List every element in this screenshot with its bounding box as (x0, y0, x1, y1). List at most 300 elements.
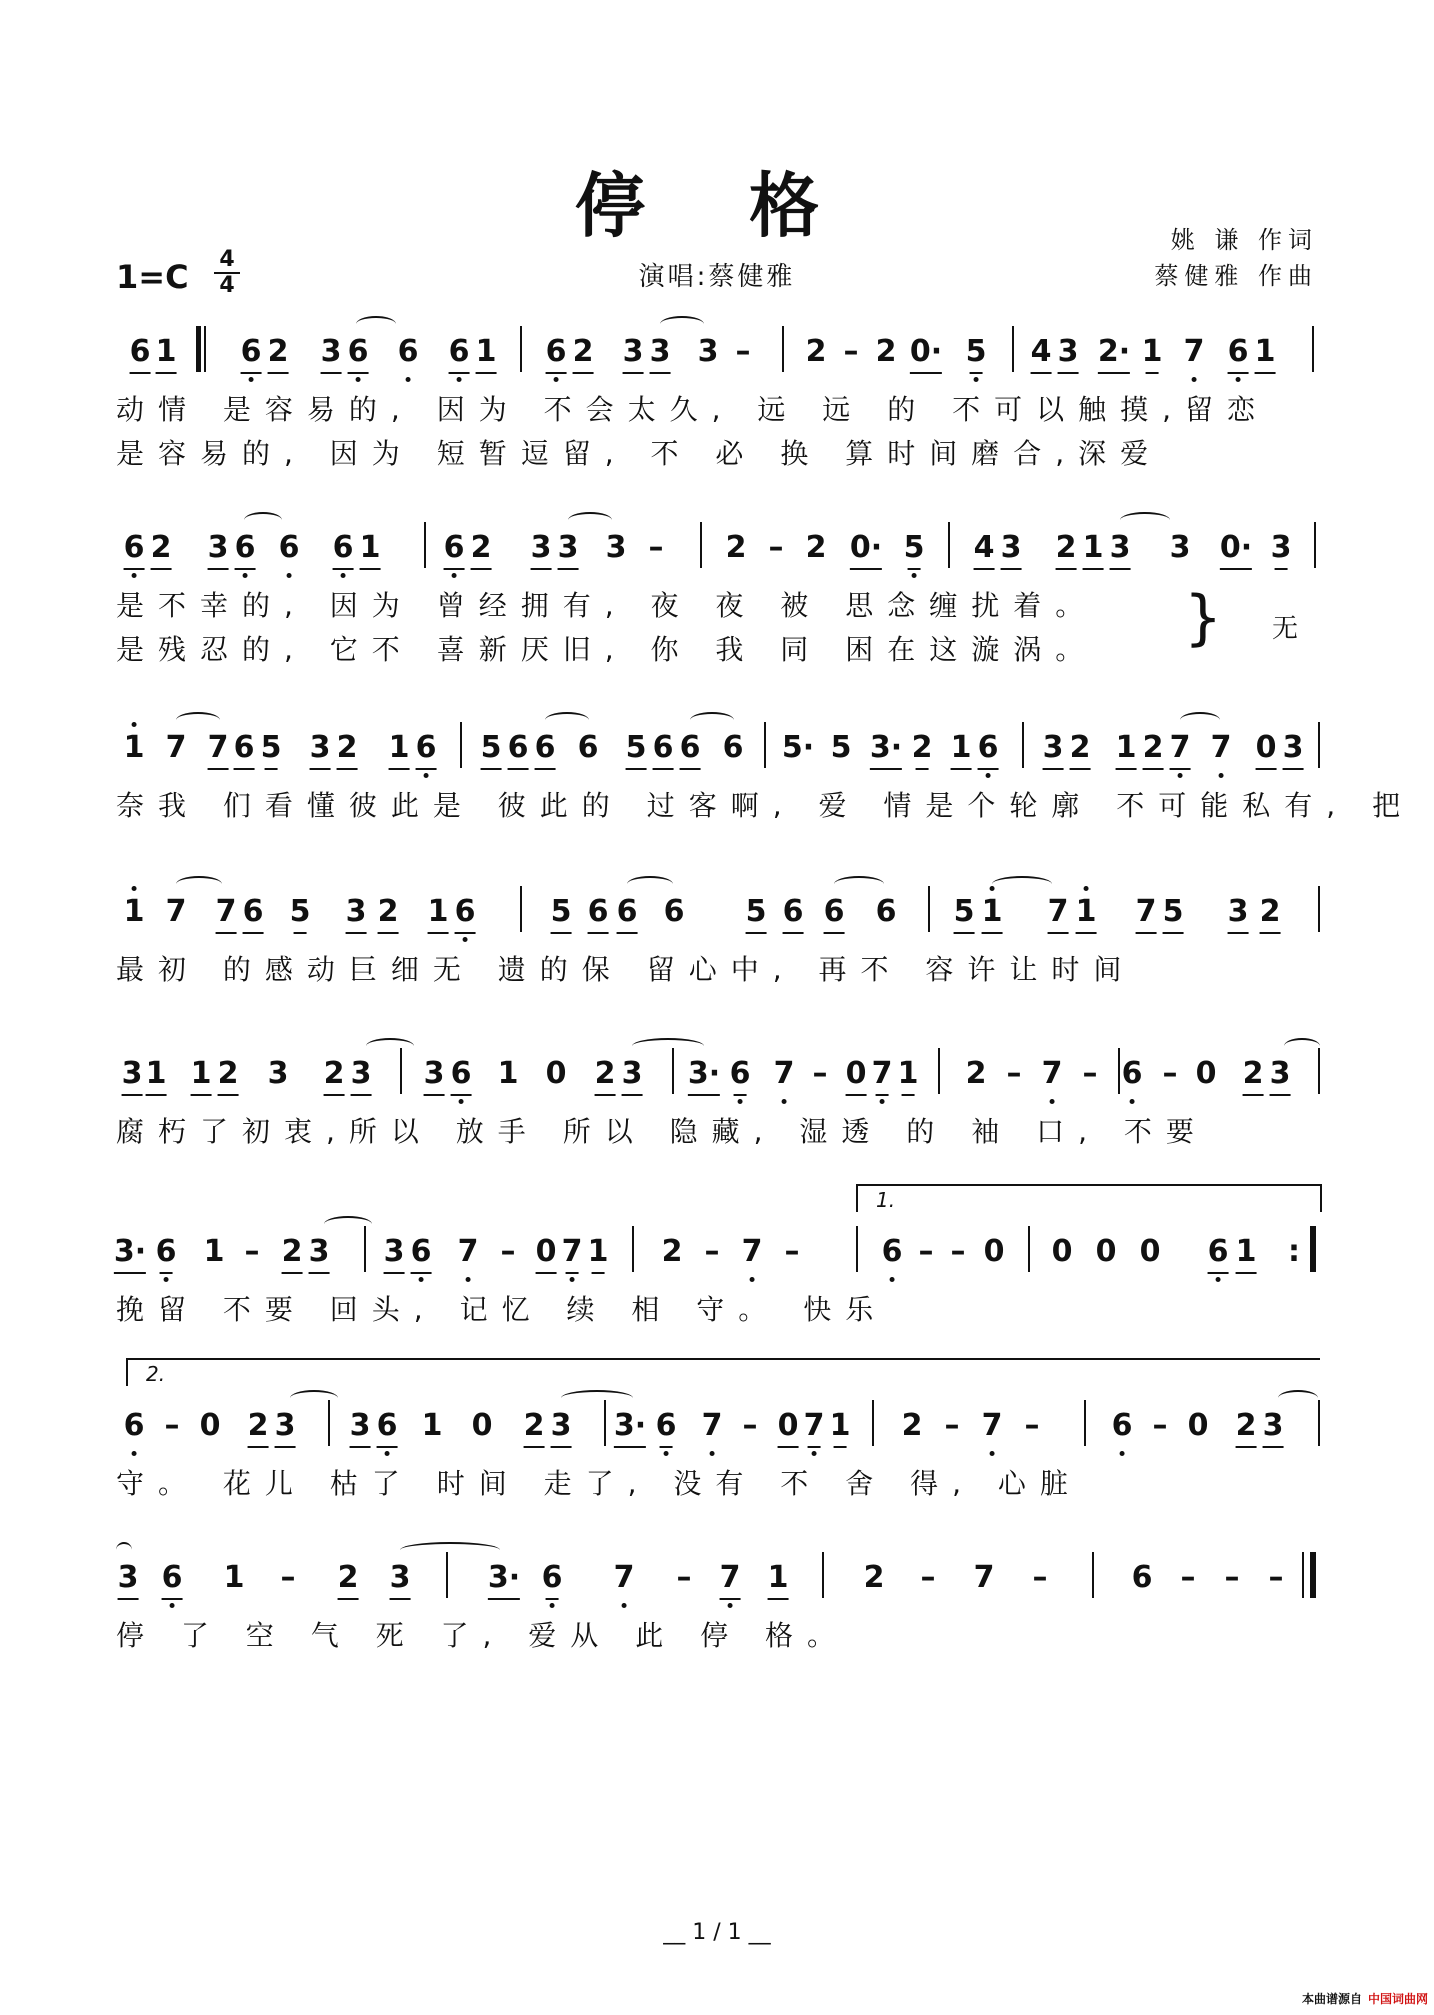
note: 0 (1139, 1234, 1161, 1269)
lyric-verse-1: 守。 花儿 枯了 时间 走了, 没有 不 舍 得, 心脏 (116, 1467, 1082, 1500)
composer-credit: 蔡健雅 作曲 (1154, 262, 1318, 290)
note: 2 (282, 1232, 303, 1274)
note: 3 (623, 332, 644, 374)
note: 6 (235, 528, 256, 570)
note: 7 (1184, 332, 1205, 372)
notation-row (116, 892, 1320, 932)
note: 0 (1195, 1056, 1217, 1091)
note: 2 (912, 728, 933, 768)
barline (928, 886, 930, 932)
note: 3 (551, 1406, 572, 1448)
barline (400, 1048, 402, 1094)
note: 3 (351, 1054, 372, 1096)
note: – (1224, 1560, 1240, 1595)
note: 5 (966, 332, 987, 372)
note: 3 (390, 1558, 411, 1600)
note: – (500, 1234, 516, 1269)
note: 1 (156, 332, 177, 374)
note: – (648, 530, 664, 565)
note: 2 (661, 1234, 683, 1269)
note: 6 (1122, 1054, 1143, 1094)
note: 1 (982, 892, 1003, 934)
note: 3 (310, 728, 331, 770)
note: 0 (778, 1406, 799, 1448)
note: 2· (1098, 332, 1130, 374)
note: 5 (261, 728, 282, 768)
note: 6 (546, 332, 567, 374)
note: 0· (850, 528, 882, 570)
note: – (920, 1560, 936, 1595)
note: 0 (536, 1232, 557, 1274)
barline (1118, 1048, 1120, 1094)
note: 7 (720, 1558, 741, 1600)
note: 1 (124, 728, 145, 768)
lyric-verse-2: 是容易的, 因为 短暂逗留, 不 必 换 算时间磨合,深爱 (116, 437, 1163, 470)
note: 6 (824, 892, 845, 934)
note: 1 (203, 1234, 225, 1269)
note: 2 (151, 528, 172, 570)
note: : (1288, 1234, 1300, 1269)
barline (460, 722, 462, 768)
tie (992, 876, 1052, 892)
note: 7 (774, 1054, 795, 1094)
tie (690, 712, 734, 728)
note: 7 (702, 1406, 723, 1446)
tie (632, 1038, 704, 1054)
note: 6 (444, 528, 465, 570)
note: 6 (656, 1406, 677, 1446)
note: 7 (216, 892, 237, 934)
note: 7 (982, 1406, 1003, 1446)
note: 6 (577, 730, 599, 765)
note: 7 (208, 728, 229, 770)
note: 7 (458, 1232, 479, 1272)
note: 3 (1270, 1054, 1291, 1096)
note: – (1024, 1408, 1040, 1443)
note: 7 (1042, 1054, 1063, 1094)
tie (176, 876, 222, 892)
barline (1318, 1048, 1320, 1094)
note: – (1152, 1408, 1168, 1443)
note: 6 (451, 1054, 472, 1096)
note: 2 (863, 1560, 885, 1595)
lyric-verse-1: 最初 的感动巨细无 遗的保 留心中, 再不 容许让时间 (116, 953, 1136, 986)
note: 3 (605, 530, 627, 565)
note: 6 (333, 528, 354, 570)
note: – (280, 1560, 296, 1595)
note: 2 (1070, 728, 1091, 770)
tie (244, 512, 282, 528)
note: – (1268, 1560, 1284, 1595)
note: 6 (124, 528, 145, 570)
note: 6 (875, 894, 897, 929)
tie (627, 876, 673, 892)
notation-row (116, 1406, 1320, 1446)
note: – (1180, 1560, 1196, 1595)
notation-row (116, 728, 1320, 768)
note: 6 (542, 1558, 563, 1598)
note: 6 (617, 892, 638, 934)
note: 6 (243, 892, 264, 934)
side-lyric: 无 (1272, 614, 1299, 644)
barline (1302, 1552, 1304, 1598)
note: 5 (290, 892, 311, 932)
tie (1278, 1390, 1318, 1406)
barline (1318, 722, 1320, 768)
note: – (944, 1408, 960, 1443)
note: 2 (471, 528, 492, 570)
tie (834, 876, 884, 892)
lyric-verse-1: 奈我 们看懂彼此是 彼此的 过客啊, 爱 情是个轮廓 不可能私有, 把 (116, 789, 1415, 822)
tie (1120, 512, 1170, 528)
note: 0· (1220, 528, 1252, 570)
note: 3 (275, 1406, 296, 1448)
note: 2 (1143, 728, 1164, 770)
note: 1 (898, 1054, 919, 1094)
barline (1314, 522, 1316, 568)
note: 3 (384, 1232, 405, 1274)
note: 2 (248, 1406, 269, 1448)
note: 1 (124, 892, 145, 932)
note: 5 (1163, 892, 1184, 934)
lyric-verse-1: 停 了 空 气 死 了, 爱从 此 停 格。 (116, 1619, 850, 1652)
note: 3 (350, 1406, 371, 1448)
barline (672, 1048, 674, 1094)
note: 3 (1169, 530, 1191, 565)
note: 1 (588, 1232, 609, 1272)
note: 3 (1001, 528, 1022, 570)
time-signature (214, 248, 240, 298)
barline (1028, 1226, 1030, 1272)
note: 3 (321, 332, 342, 374)
note: 2 (965, 1056, 987, 1091)
note: 6 (348, 332, 369, 374)
note: 5· (781, 730, 815, 765)
tie (1180, 712, 1220, 728)
note: 5 (904, 528, 925, 568)
note: 6 (124, 1406, 145, 1446)
lyric-verse-1: 挽留 不要 回头, 记忆 续 相 守。 快乐 (116, 1293, 888, 1326)
note: 3 (424, 1054, 445, 1096)
note: 2 (805, 334, 827, 369)
notation-row (116, 1558, 1320, 1598)
note: 0· (910, 332, 942, 374)
note: – (1006, 1056, 1022, 1091)
note: – (676, 1560, 692, 1595)
time-signature-bottom: 4 (214, 272, 240, 298)
note: 1 (428, 892, 449, 934)
note: – (164, 1408, 180, 1443)
note: 0 (1051, 1234, 1073, 1269)
note: 7 (165, 894, 187, 929)
note: 2 (268, 332, 289, 374)
barline (632, 1226, 634, 1272)
volta-second-ending: 2. (126, 1358, 1320, 1386)
note: 7 (872, 1054, 893, 1094)
note: 3 (531, 528, 552, 570)
note: 2 (378, 892, 399, 934)
barline (364, 1226, 366, 1272)
repeat-end-sign (1310, 1226, 1316, 1272)
note: 3 (309, 1232, 330, 1274)
note: 2 (1236, 1406, 1257, 1448)
note: 6 (156, 1232, 177, 1272)
volta-first-ending: 1. (856, 1184, 1322, 1212)
note: 3 (122, 1054, 143, 1096)
tie (176, 712, 220, 728)
lyric-verse-2: 是残忍的, 它不 喜新厌旧, 你 我 同 困在这漩涡。 (116, 633, 1098, 666)
note: 0 (983, 1234, 1005, 1269)
barline (856, 1226, 858, 1272)
tie (366, 1038, 414, 1054)
note: 6 (882, 1232, 903, 1272)
note: 6 (978, 728, 999, 770)
tie (290, 1390, 338, 1406)
source-credit (1302, 1990, 1428, 2007)
note: 7 (1170, 728, 1191, 770)
note: 2 (725, 530, 747, 565)
note: – (918, 1234, 934, 1269)
lyric-verse-1: 动情 是容易的, 因为 不会太久, 远 远 的 不可以触摸,留恋 (116, 393, 1270, 426)
note: – (1032, 1560, 1048, 1595)
note: 3· (488, 1558, 520, 1600)
note: 2 (524, 1406, 545, 1448)
final-barline (1310, 1552, 1316, 1598)
note: – (704, 1234, 720, 1269)
notation-row (116, 332, 1320, 372)
note: 3 (1043, 728, 1064, 770)
tie (1284, 1038, 1320, 1054)
note: 1 (1083, 528, 1104, 570)
barline (1318, 886, 1320, 932)
note: 6 (680, 728, 701, 770)
note: 7 (973, 1560, 995, 1595)
tie (400, 1542, 500, 1558)
tie (356, 316, 396, 332)
note: 6 (162, 1558, 183, 1600)
note: 3 (1058, 332, 1079, 374)
note: 2 (595, 1054, 616, 1096)
note: 1 (497, 1056, 519, 1091)
barline (1084, 1400, 1086, 1446)
note: – (735, 334, 751, 369)
note: 7 (742, 1232, 763, 1272)
barline (1012, 326, 1014, 372)
note: – (812, 1056, 828, 1091)
note: 6 (508, 728, 529, 770)
note: 2 (1260, 892, 1281, 934)
note: 1 (389, 728, 410, 770)
note: – (784, 1234, 800, 1269)
source-site-link[interactable]: 中国词曲网 (1367, 1992, 1428, 2006)
note: 5 (954, 892, 975, 934)
note: 2 (337, 728, 358, 770)
barline (782, 326, 784, 372)
note: 2 (901, 1408, 923, 1443)
note: 3· (870, 728, 902, 770)
barline (1318, 1400, 1320, 1446)
note: 1 (146, 1054, 167, 1096)
note: 7 (165, 730, 187, 765)
note: 6 (377, 1406, 398, 1448)
lyric-verse-1: 腐朽了初衷,所以 放手 所以 隐藏, 湿透 的 袖 口, 不要 (116, 1115, 1208, 1148)
note: 7 (1048, 892, 1069, 934)
note: 6 (730, 1054, 751, 1094)
barline (1312, 326, 1314, 372)
note: 3 (118, 1558, 139, 1600)
barline (872, 1400, 874, 1446)
barline (822, 1552, 824, 1598)
note: 5 (746, 892, 767, 934)
note: 0 (471, 1408, 493, 1443)
barline (520, 326, 522, 372)
tie (545, 712, 589, 728)
note: 3 (650, 332, 671, 374)
note: 6 (241, 332, 262, 374)
note: 6 (411, 1232, 432, 1274)
note: 2 (338, 1558, 359, 1600)
note: 5 (481, 728, 502, 770)
note: 5 (626, 728, 647, 770)
note: 0 (846, 1054, 867, 1096)
note: 3 (622, 1054, 643, 1096)
note: 1 (768, 1558, 789, 1600)
note: 3 (697, 334, 719, 369)
note: 3 (208, 528, 229, 570)
barline (948, 522, 950, 568)
note: 6 (783, 892, 804, 934)
note: 6 (416, 728, 437, 770)
note: 7 (804, 1406, 825, 1446)
barline (604, 1400, 606, 1446)
note: – (1082, 1056, 1098, 1091)
note: 1 (1116, 728, 1137, 770)
note: 2 (1243, 1054, 1264, 1096)
note: 0 (545, 1056, 567, 1091)
note: 6 (449, 332, 470, 374)
note: 3 (1283, 728, 1304, 770)
barline (1022, 722, 1024, 768)
note: 3 (1271, 528, 1292, 568)
note: 6 (1208, 1232, 1229, 1274)
note: 1 (476, 332, 497, 374)
note: 3· (114, 1232, 146, 1274)
note: – (1162, 1056, 1178, 1091)
note: 3· (614, 1406, 646, 1448)
note: 6 (535, 728, 556, 770)
note: 7 (1136, 892, 1157, 934)
note: 0 (1095, 1234, 1117, 1269)
note: 0 (199, 1408, 221, 1443)
lyric-verse-1: 是不幸的, 因为 曾经拥有, 夜 夜 被 思念缠扰着。 (116, 589, 1098, 622)
page-title: 停 格 (574, 165, 860, 247)
note: 1 (421, 1408, 443, 1443)
note: 6 (1131, 1560, 1153, 1595)
note: 3 (558, 528, 579, 570)
note: – (768, 530, 784, 565)
note: 5 (551, 892, 572, 934)
note: 7 (562, 1232, 583, 1272)
note: 1 (360, 528, 381, 570)
barline (520, 886, 522, 932)
barline (938, 1048, 940, 1094)
note: 1 (1236, 1232, 1257, 1274)
note: 6 (130, 332, 151, 374)
key-signature: 1=C (116, 258, 189, 296)
tie (116, 1542, 132, 1558)
note: 2 (324, 1054, 345, 1096)
note: 0 (1187, 1408, 1209, 1443)
tie (568, 512, 612, 528)
note: 6 (722, 730, 744, 765)
note: 3 (1263, 1406, 1284, 1448)
notation-row (116, 528, 1320, 568)
notation-row (116, 1054, 1320, 1094)
verse-brace: } (1184, 583, 1223, 653)
note: 5 (830, 730, 852, 765)
note: – (950, 1234, 966, 1269)
note: 3 (1228, 892, 1249, 934)
note: 1 (830, 1406, 851, 1446)
barline (764, 722, 766, 768)
note: 7 (1211, 728, 1232, 768)
note: 3 (1110, 528, 1131, 570)
source-label: 本曲谱源自 (1301, 1992, 1362, 2006)
note: 3 (346, 892, 367, 934)
tie (561, 1390, 633, 1406)
singer-credit: 演唱:蔡健雅 (638, 262, 796, 292)
time-signature-top: 4 (219, 247, 235, 272)
note: 1 (1076, 892, 1097, 934)
note: 1 (223, 1560, 245, 1595)
note: 6 (1228, 332, 1249, 374)
note: 6 (234, 728, 255, 770)
page-number: __ 1 / 1 __ (663, 1920, 771, 1945)
barline (328, 1400, 330, 1446)
note: 6 (398, 332, 419, 372)
note: 1 (1142, 332, 1163, 372)
repeat-start-sign (196, 326, 210, 372)
note: 3· (688, 1054, 720, 1096)
notation-row (113, 1232, 1320, 1272)
note: 2 (573, 332, 594, 374)
note: – (244, 1234, 260, 1269)
note: 6 (653, 728, 674, 770)
note: 1 (191, 1054, 212, 1096)
note: 6 (588, 892, 609, 934)
note: 6 (279, 528, 300, 568)
note: 2 (1056, 528, 1077, 570)
note: 0 (1256, 728, 1277, 770)
note: 2 (875, 334, 897, 369)
barline (700, 522, 702, 568)
barline (1092, 1552, 1094, 1598)
note: 7 (614, 1558, 635, 1598)
note: 3 (267, 1056, 289, 1091)
note: 6 (663, 894, 685, 929)
tie (660, 316, 704, 332)
note: – (843, 334, 859, 369)
note: 2 (218, 1054, 239, 1096)
note: 4 (974, 528, 995, 570)
note: 1 (951, 728, 972, 770)
barline (446, 1552, 448, 1598)
note: 1 (1255, 332, 1276, 374)
note: 2 (805, 530, 827, 565)
barline (424, 522, 426, 568)
lyricist-credit: 姚 谦 作词 (1170, 226, 1318, 254)
note: 6 (1112, 1406, 1133, 1446)
